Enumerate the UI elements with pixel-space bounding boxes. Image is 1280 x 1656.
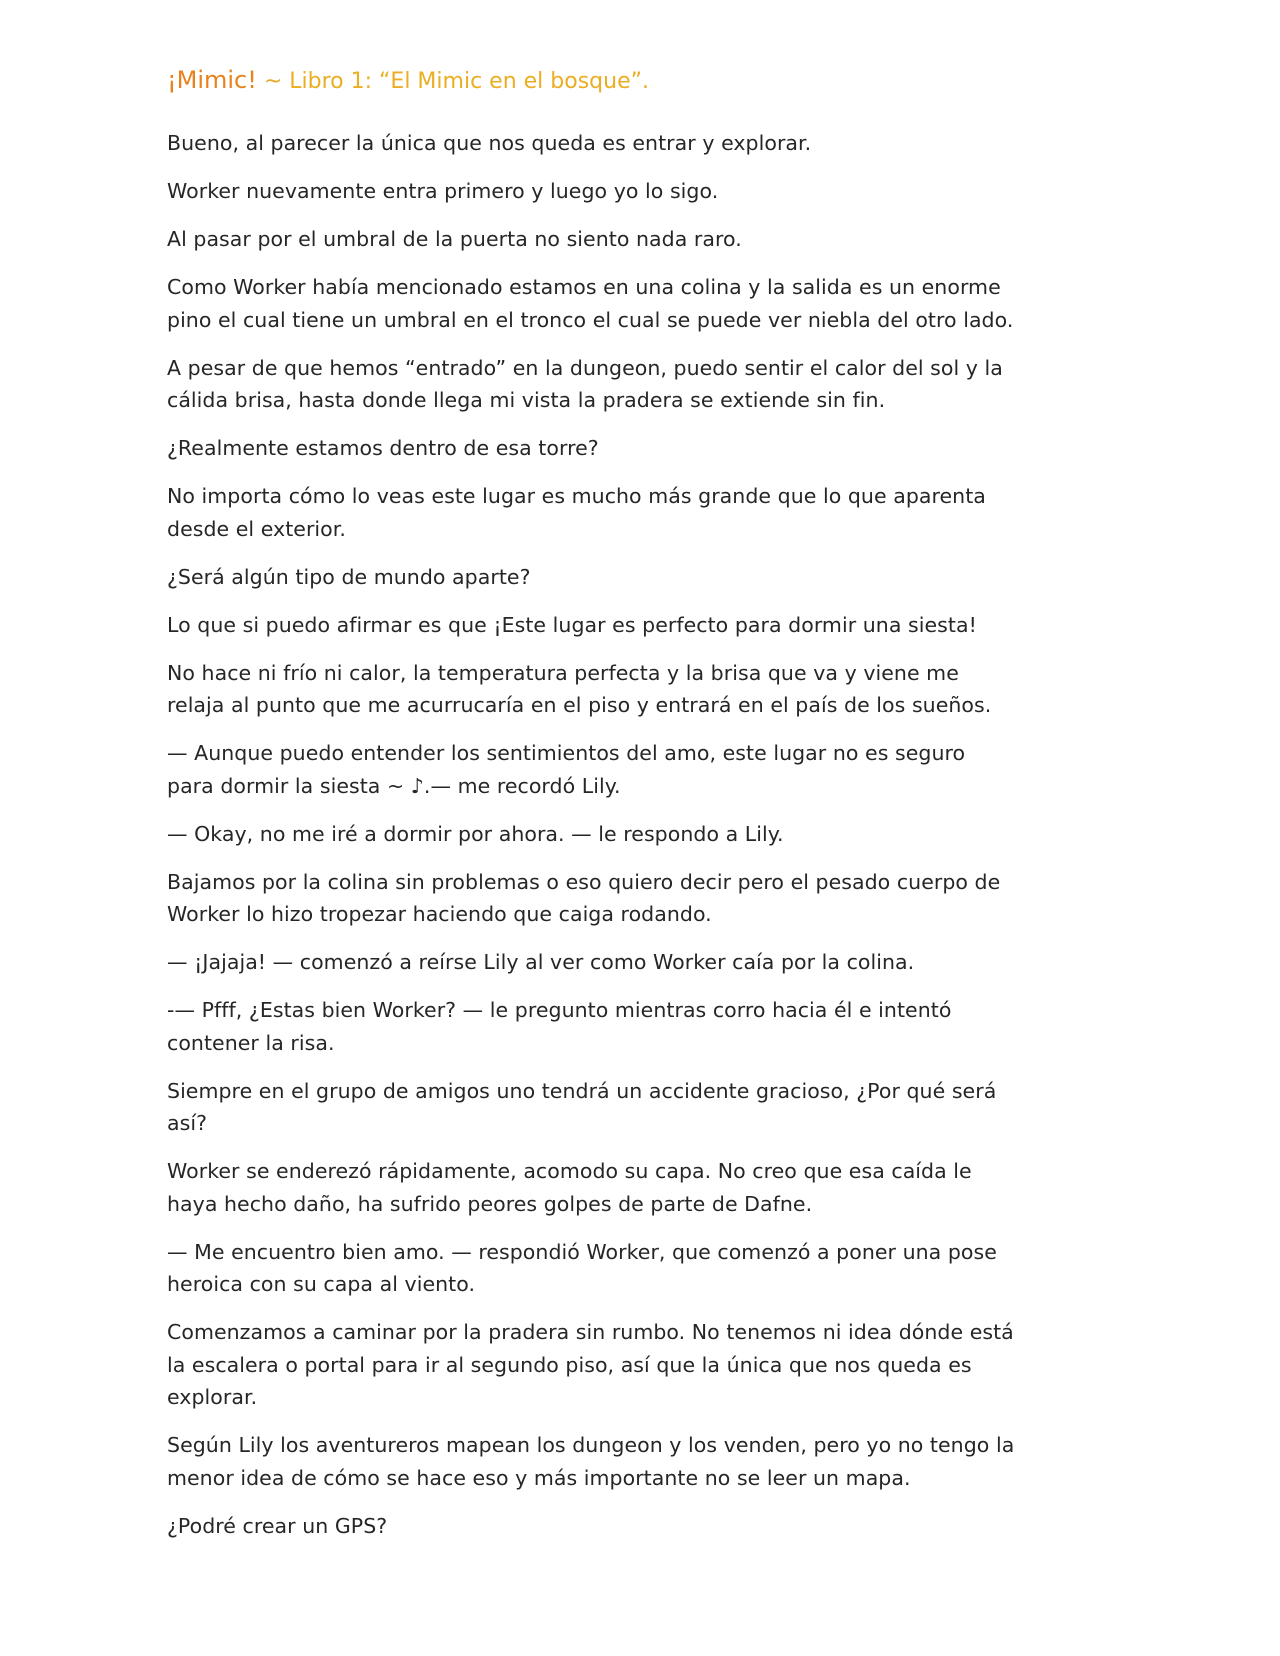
paragraph: Worker se enderezó rápidamente, acomodo su capa. No creo que esa caída le haya hecho daño, ha sufrido peores golpes de parte de Dafne. xyxy=(167,1159,972,1216)
paragraph: Worker nuevamente entra primero y luego yo lo sigo. xyxy=(167,179,719,203)
paragraph: ¿Podré crear un GPS? xyxy=(167,1513,388,1538)
dialogue-paragraph: — ¡Jajaja! — comenzó a reírse Lily al ver como Worker caía por la colina. xyxy=(167,950,915,974)
paragraph: Según Lily los aventureros mapean los dungeon y los venden, pero yo no tengo la menor idea de cómo se hace eso y más importante no se leer un mapa. xyxy=(167,1433,1015,1490)
paragraph: No importa cómo lo veas este lugar es mucho más grande que lo que aparenta desde el exterior. xyxy=(167,484,986,541)
paragraph: Bueno, al parecer la única que nos queda es entrar y explorar. xyxy=(167,131,812,155)
dialogue-paragraph: — Aunque puedo entender los sentimientos del amo, este lugar no es seguro para dormir la siesta ~ ♪.— me recordó Lily. xyxy=(167,741,966,798)
paragraph: Al pasar por el umbral de la puerta no siento nada raro. xyxy=(167,227,742,251)
series-title: ¡Mimic! xyxy=(167,66,257,94)
paragraph: A pesar de que hemos “entrado” en la dungeon, puedo sentir el calor del sol y la cálida brisa, hasta donde llega mi vista la pradera se extiende sin fin. xyxy=(167,355,1003,412)
paragraph: Bajamos por la colina sin problemas o eso quiero decir pero el pesado cuerpo de Worker lo hizo tropezar haciendo que caiga rodando. xyxy=(167,869,1001,926)
paragraph: ¿Realmente estamos dentro de esa torre? xyxy=(167,436,599,460)
paragraph: Como Worker había mencionado estamos en una colina y la salida es un enorme pino el cual tiene un umbral en el tronco el cual se puede ver niebla del otro lado. xyxy=(167,275,1014,332)
dialogue-paragraph: — Me encuentro bien amo. — respondió Worker, que comenzó a poner una pose heroica con su capa al viento. xyxy=(167,1239,997,1296)
dialogue-paragraph: — Okay, no me iré a dormir por ahora. — le respondo a Lily. xyxy=(167,821,784,846)
dialogue-paragraph: -— Pfff, ¿Estas bien Worker? — le pregunto mientras corro hacia él e intentó contener la risa. xyxy=(167,998,952,1055)
book-title xyxy=(167,62,1017,100)
paragraph: Comenzamos a caminar por la pradera sin rumbo. No tenemos ni idea dónde está la escalera o portal para ir al segundo piso, así que la única que nos queda es explorar. xyxy=(167,1320,1014,1409)
paragraph: ¿Será algún tipo de mundo aparte? xyxy=(167,564,531,589)
document-page xyxy=(167,62,1017,1558)
title-separator: ~ xyxy=(256,69,290,94)
paragraph: No hace ni frío ni calor, la temperatura perfecta y la brisa que va y viene me relaja al punto que me acurrucaría en el piso y entrará en el país de los sueños. xyxy=(167,660,992,717)
paragraph: Lo que si puedo afirmar es que ¡Este lugar es perfecto para dormir una siesta! xyxy=(167,612,977,637)
book-subtitle: Libro 1: “El Mimic en el bosque”. xyxy=(289,69,649,94)
paragraph: Siempre en el grupo de amigos uno tendrá un accidente gracioso, ¿Por qué será así? xyxy=(167,1078,997,1135)
